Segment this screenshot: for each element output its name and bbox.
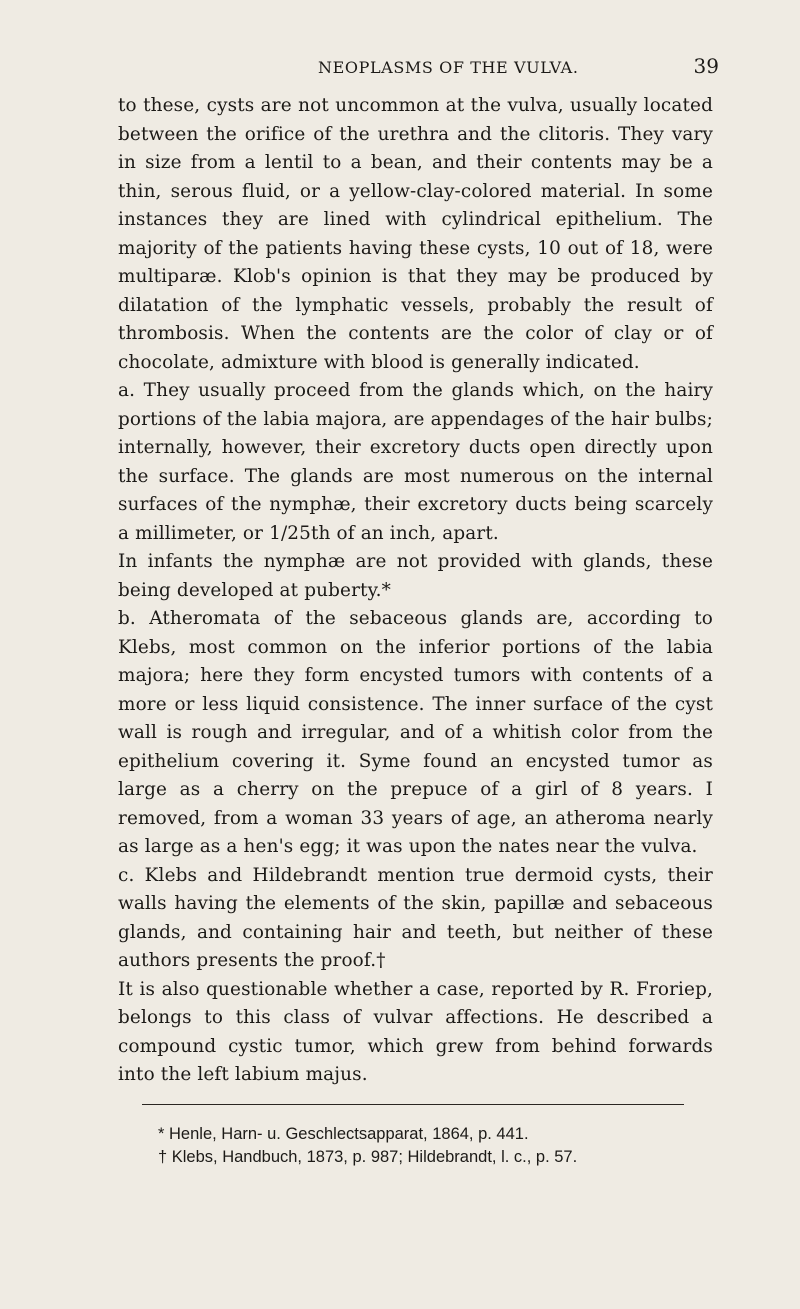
paragraph-3: In infants the nymphæ are not provided with glands, these being developed at puberty.* xyxy=(118,551,713,601)
running-head: NEOPLASMS OF THE VULVA. xyxy=(318,58,579,77)
paragraph-5: c. Klebs and Hildebrandt mention true dermoid cysts, their walls having the elements of the skin, papillæ and sebaceous glands, and containing hair and teeth, but neither of these authors presents the proof.† xyxy=(118,864,713,971)
paragraph-2: a. They usually proceed from the glands which, on the hairy portions of the labia majora, are appendages of the hair bulbs; internally, however, their excretory ducts open directly upon the surface. The glands are most numerous on the internal surfaces of the nymphæ, their excretory ducts being scarcely a millimeter, or 1/25th of an inch, apart. xyxy=(118,380,713,544)
footnote-divider xyxy=(142,1104,684,1105)
paragraph-4: b. Atheromata of the sebaceous glands are, according to Klebs, most common on the inferior portions of the labia majora; here they form encysted tumors with contents of a more or less liquid consistence. The inner surface of the cyst wall is rough and irregular, and of a whitish color from the epithelium covering it. Syme found an encysted tumor as large as a cherry on the prepuce of a girl of 8 years. I removed, from a woman 33 years of age, an atheroma nearly as large as a hen's egg; it was upon the nates near the vulva. xyxy=(118,608,713,857)
page-header xyxy=(118,54,719,92)
paragraph-1: to these, cysts are not uncommon at the vulva, usually located between the orifice of the urethra and the clitoris. They vary in size from a lentil to a bean, and their contents may be a thin, serous fluid, or a yellow-clay-colored material. In some instances they are lined with cylindrical epithelium. The majority of the patients having these cysts, 10 out of 18, were multiparæ. Klob's opinion is that they may be produced by dilatation of the lymphatic vessels, probably the result of thrombosis. When the contents are the color of clay or of chocolate, admixture with blood is generally indicated. xyxy=(118,95,713,373)
paragraph-6: It is also questionable whether a case, reported by R. Froriep, belongs to this class of vulvar affections. He described a compound cystic tumor, which grew from behind forwards into the left labium majus. xyxy=(118,978,713,1085)
page-number: 39 xyxy=(693,54,719,78)
book-page xyxy=(118,54,719,1169)
footnote-2: † Klebs, Handbuch, 1873, p. 987; Hildebrandt, l. c., p. 57. xyxy=(158,1147,578,1166)
footnote-1: * Henle, Harn- u. Geschlectsapparat, 1864, p. 441. xyxy=(158,1124,529,1143)
body-text xyxy=(118,92,713,1090)
